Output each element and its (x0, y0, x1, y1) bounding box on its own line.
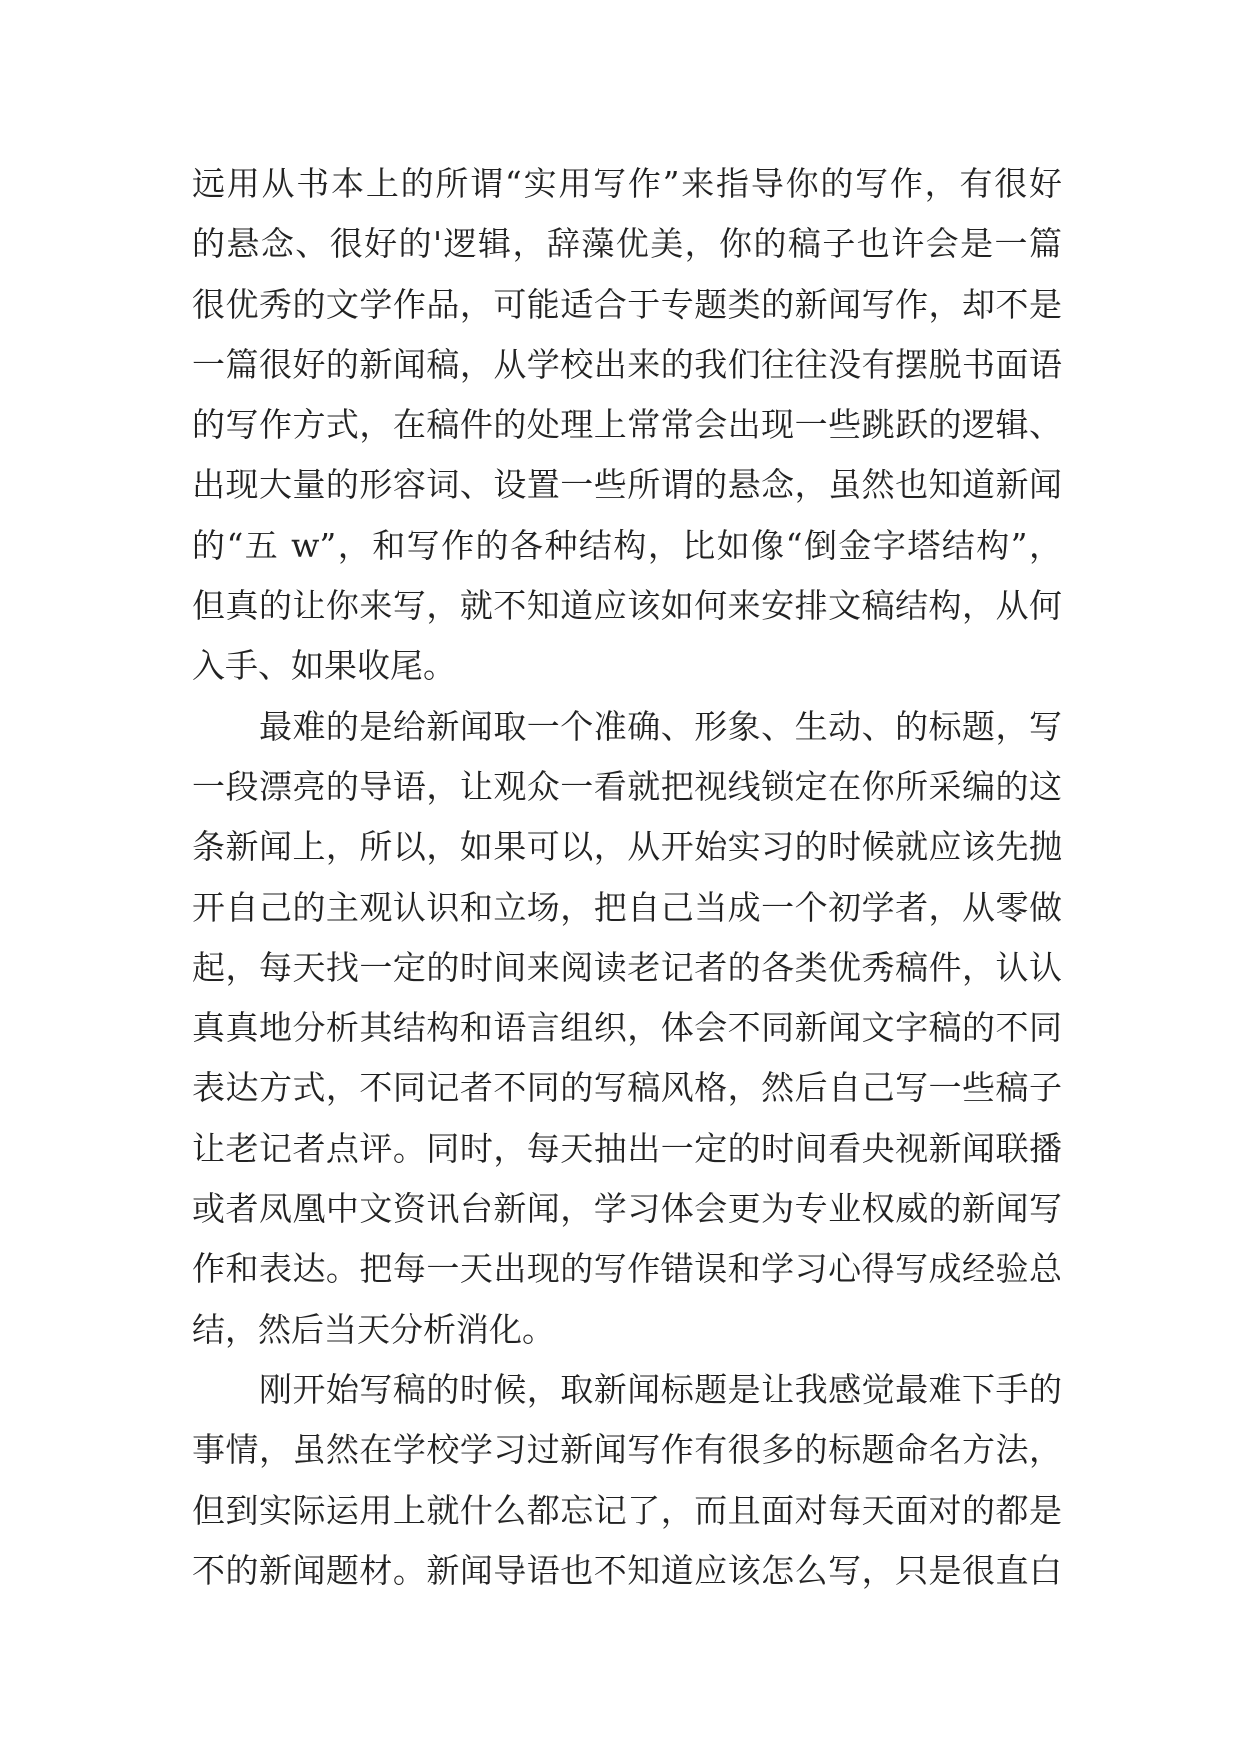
text-line: 一篇很好的新闻稿，从学校出来的我们往往没有摆脱书面语 (192, 344, 1062, 384)
paragraph-end-line: 入手、如果收尾。 (192, 646, 456, 686)
text-line: 很优秀的文学作品，可能适合于专题类的新闻写作，却不是 (192, 284, 1062, 324)
text-line: 起，每天找一定的时间来阅读老记者的各类优秀稿件，认认 (192, 947, 1062, 987)
text-line: 不的新闻题材。新闻导语也不知道应该怎么写，只是很直白 (192, 1550, 1062, 1590)
text-line: 一段漂亮的导语，让观众一看就把视线锁定在你所采编的这 (192, 766, 1062, 806)
text-line: 事情，虽然在学校学习过新闻写作有很多的标题命名方法， (192, 1430, 1062, 1470)
text-line: 表达方式，不同记者不同的写稿风格，然后自己写一些稿子 (192, 1068, 1062, 1108)
text-line: 出现大量的形容词、设置一些所谓的悬念，虽然也知道新闻 (192, 465, 1062, 505)
text-line: 作和表达。把每一天出现的写作错误和学习心得写成经验总 (192, 1249, 1062, 1289)
text-line: 条新闻上，所以，如果可以，从开始实习的时候就应该先抛 (192, 827, 1062, 867)
text-line: 真真地分析其结构和语言组织，体会不同新闻文字稿的不同 (192, 1008, 1062, 1048)
text-line: 的写作方式，在稿件的处理上常常会出现一些跳跃的逻辑、 (192, 405, 1062, 445)
document-body (192, 154, 1062, 1601)
text-line: 让老记者点评。同时，每天抽出一定的时间看央视新闻联播 (192, 1128, 1062, 1168)
text-line: 的“五 w”，和写作的各种结构，比如像“倒金字塔结构”， (192, 525, 1062, 565)
text-line: 但到实际运用上就什么都忘记了，而且面对每天面对的都是 (192, 1490, 1062, 1530)
paragraph-start-line: 最难的是给新闻取一个准确、形象、生动、的标题，写 (192, 706, 1062, 746)
text-line: 开自己的主观认识和立场，把自己当成一个初学者，从零做 (192, 887, 1062, 927)
text-line: 但真的让你来写，就不知道应该如何来安排文稿结构，从何 (192, 586, 1062, 626)
text-line: 的悬念、很好的'逻辑，辞藻优美，你的稿子也许会是一篇 (192, 224, 1062, 264)
paragraph-end-line: 结，然后当天分析消化。 (192, 1309, 555, 1349)
paragraph-start-line: 刚开始写稿的时候，取新闻标题是让我感觉最难下手的 (192, 1369, 1062, 1409)
text-line: 或者凤凰中文资讯台新闻，学习体会更为专业权威的新闻写 (192, 1189, 1062, 1229)
text-line: 远用从书本上的所谓“实用写作”来指导你的写作，有很好 (192, 164, 1062, 203)
